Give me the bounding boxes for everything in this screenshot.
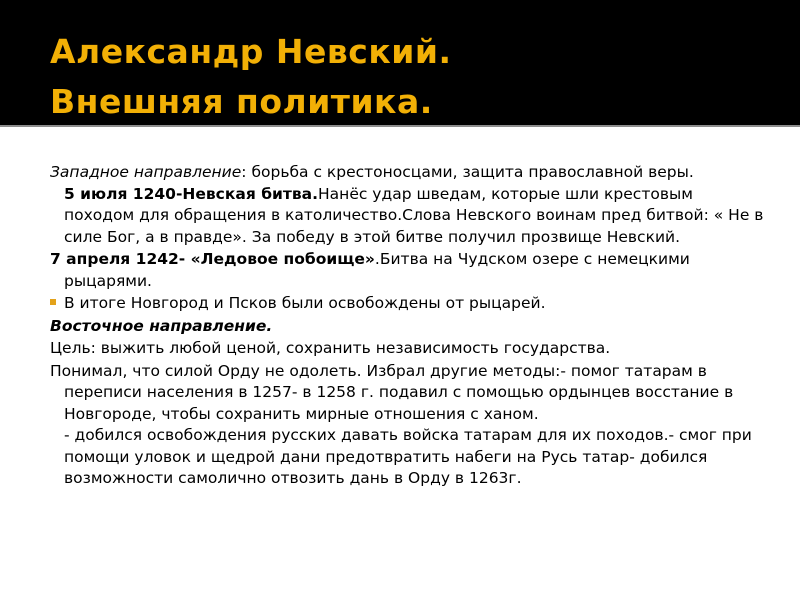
paragraph-result (50, 293, 765, 315)
ice-battle-label: 7 апреля 1242- «Ледовое побоище» (50, 250, 375, 268)
western-direction-text: : борьба с крестоносцами, защита православной веры. (241, 163, 694, 181)
paragraph-ice-battle (50, 249, 765, 292)
title-line-2: Внешняя политика. (50, 82, 433, 121)
slide-body (50, 162, 765, 491)
slide-header (0, 0, 800, 125)
title-line-1: Александр Невский. (50, 32, 452, 71)
neva-battle-text: Нанёс удар шведам, которые шли крестовым походом для обращения в католичество.Слова Невского воинам пред битвой: « Не в силе Бог, а в правде». За победу в этой битве получил прозвище Невский. (64, 184, 764, 246)
methods-text: Понимал, что силой Орду не одолеть. Избрал другие методы:- помог татарам в переписи населения в 1257- в 1258 г. подавил с помощью ордынцев восстание в Новгороде, чтобы сохранить мирные отношения с ханом. (50, 361, 734, 423)
goal-text: Цель: выжить любой ценой, сохранить независимость государства. (50, 339, 611, 357)
ice-battle-text: .Битва на Чудском озере с немецкими рыцарями. (64, 250, 690, 290)
methods-text-2: - добился освобождения русских давать войска татарам для их походов.- смог при помощи уловок и щедрой дани предотвратить набеги на Русь татар- добился возможности самолично отвозить дань в Орду в 1263г. (64, 426, 752, 487)
slide-title (50, 27, 452, 127)
western-direction-label: Западное направление (50, 163, 242, 181)
paragraph-western-direction (50, 162, 765, 248)
paragraph-eastern-direction (50, 316, 765, 338)
neva-battle-label: 5 июля 1240-Невская битва. (64, 184, 319, 203)
paragraph-methods (50, 361, 765, 490)
eastern-direction-label: Восточное направление. (50, 316, 273, 335)
header-divider (0, 125, 800, 127)
result-text: В итоге Новгород и Псков были освобождены от рыцарей. (64, 294, 546, 312)
bullet-marker (50, 299, 56, 305)
paragraph-goal (50, 338, 765, 360)
